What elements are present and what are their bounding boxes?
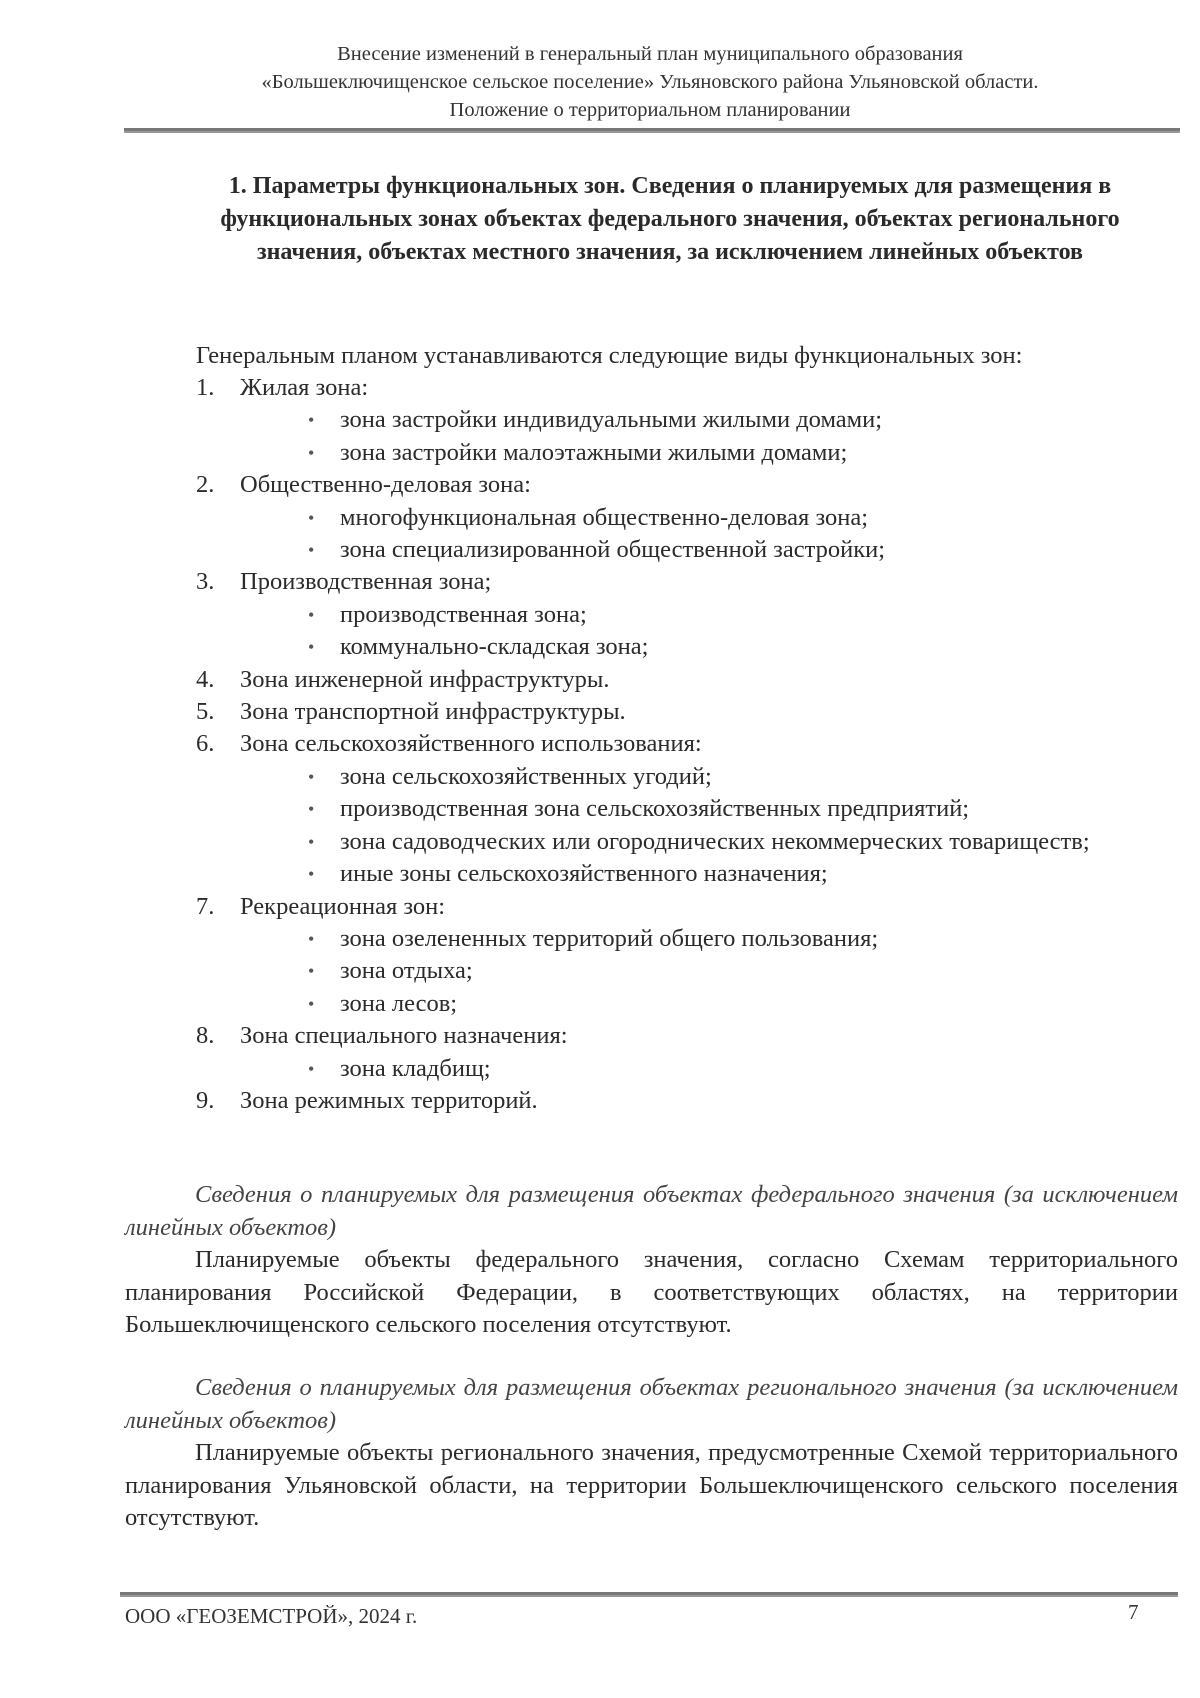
zone-label: Зона режимных территорий. bbox=[240, 1086, 538, 1114]
federal-objects-section bbox=[125, 1179, 1178, 1342]
header-divider bbox=[124, 128, 1180, 133]
zone-heading bbox=[190, 664, 1170, 696]
zone-heading bbox=[190, 469, 1170, 501]
zone-subtype-text: зона специализированной общественной застройки; bbox=[340, 536, 886, 564]
zone-subtypes-list bbox=[190, 1053, 1170, 1085]
zone-subtypes-list bbox=[190, 761, 1170, 891]
zone-subtype-text: зона лесов; bbox=[340, 989, 458, 1017]
federal-objects-text: Планируемые объекты федерального значения, согласно Схемам территориального планирования Российской Федерации, в соответствующих областях, на территории Большеключищенского сельского поселения отсутствуют. bbox=[125, 1246, 1178, 1338]
zone-subtype-item bbox=[190, 923, 1170, 955]
zone-subtypes-list bbox=[190, 502, 1170, 567]
zone-number: 7. bbox=[196, 892, 215, 920]
zone-subtype-item bbox=[190, 1053, 1170, 1085]
zone-subtype-text: производственная зона сельскохозяйственных предприятий; bbox=[340, 795, 970, 823]
zone-subtype-text: коммунально-складская зона; bbox=[340, 633, 649, 661]
zone-item bbox=[190, 891, 1170, 1021]
zone-number: 3. bbox=[196, 568, 215, 596]
zone-item bbox=[190, 1020, 1170, 1085]
zone-item bbox=[190, 469, 1170, 566]
functional-zones-list bbox=[190, 372, 1170, 1117]
zone-subtype-item bbox=[190, 502, 1170, 534]
zone-number: 5. bbox=[196, 698, 215, 726]
zone-label: Зона специального назначения: bbox=[240, 1022, 568, 1050]
bullet-icon: • bbox=[308, 928, 315, 949]
zone-label: Общественно-деловая зона: bbox=[240, 471, 531, 499]
zone-heading bbox=[190, 372, 1170, 404]
zone-subtype-text: зона сельскохозяйственных угодий; bbox=[340, 762, 712, 790]
zone-label: Рекреационная зон: bbox=[240, 892, 446, 920]
zone-subtypes-list bbox=[190, 599, 1170, 664]
zone-number: 8. bbox=[196, 1022, 215, 1050]
bullet-icon: • bbox=[308, 637, 315, 658]
zone-item bbox=[190, 696, 1170, 728]
zone-number: 4. bbox=[196, 665, 215, 693]
bullet-icon: • bbox=[308, 442, 315, 463]
zone-subtype-text: зона садоводческих или огороднических некоммерческих товариществ; bbox=[340, 827, 1090, 855]
zone-subtype-item bbox=[190, 631, 1170, 663]
zone-label: Жилая зона: bbox=[240, 374, 369, 401]
zone-subtype-text: иные зоны сельскохозяйственного назначения; bbox=[340, 860, 828, 888]
zone-item bbox=[190, 728, 1170, 890]
section-title: 1. Параметры функциональных зон. Сведения о планируемых для размещения в функциональных зонах объектах федерального значения, объектах регионального значения, объектах местного значения, за исключением линейных объектов bbox=[220, 173, 1120, 265]
zone-heading bbox=[190, 566, 1170, 598]
page-number: 7 bbox=[1128, 1600, 1139, 1624]
zone-subtype-item bbox=[190, 437, 1170, 469]
zone-label: Зона сельскохозяйственного использования: bbox=[240, 730, 702, 758]
bullet-icon: • bbox=[308, 993, 315, 1014]
regional-objects-text: Планируемые объекты регионального значения, предусмотренные Схемой территориального планирования Ульяновской области, на территории Большеключищенского сельского поселения отсутствуют. bbox=[125, 1439, 1178, 1531]
zone-heading bbox=[190, 891, 1170, 923]
zone-item bbox=[190, 1085, 1170, 1117]
bullet-icon: • bbox=[308, 540, 315, 561]
zone-subtypes-list bbox=[190, 404, 1170, 469]
zone-label: Производственная зона; bbox=[240, 568, 492, 596]
bullet-icon: • bbox=[308, 1058, 315, 1079]
zone-subtype-item bbox=[190, 599, 1170, 631]
zone-number: 2. bbox=[196, 471, 215, 499]
zone-subtype-item bbox=[190, 858, 1170, 890]
bullet-icon: • bbox=[308, 864, 315, 885]
zone-number: 6. bbox=[196, 730, 215, 758]
zone-subtype-item bbox=[190, 404, 1170, 436]
zone-heading bbox=[190, 728, 1170, 760]
intro-paragraph: Генеральным планом устанавливаются следующие виды функциональных зон: bbox=[196, 342, 1023, 369]
header-line-1: Внесение изменений в генеральный план муниципального образования bbox=[337, 43, 963, 65]
bullet-icon: • bbox=[308, 799, 315, 820]
page-header bbox=[120, 40, 1180, 124]
zone-subtype-text: зона застройки малоэтажными жилыми домами; bbox=[340, 438, 848, 466]
zone-subtype-text: производственная зона; bbox=[340, 600, 587, 628]
zone-subtypes-list bbox=[190, 923, 1170, 1020]
zone-number: 9. bbox=[196, 1086, 215, 1114]
zone-heading bbox=[190, 1085, 1170, 1117]
zone-item bbox=[190, 664, 1170, 696]
zone-number: 1. bbox=[196, 374, 215, 401]
zone-subtype-text: зона озелененных территорий общего пользования; bbox=[340, 924, 879, 952]
zone-subtype-item bbox=[190, 988, 1170, 1020]
zone-subtype-item bbox=[190, 761, 1170, 793]
header-line-3: Положение о территориальном планировании bbox=[449, 99, 851, 121]
zone-subtype-text: многофункциональная общественно-деловая зона; bbox=[340, 503, 869, 531]
zone-item bbox=[190, 566, 1170, 663]
regional-objects-heading: Сведения о планируемых для размещения объектах регионального значения (за исключением линейных объектов) bbox=[125, 1374, 1178, 1434]
header-line-2: «Большеключищенское сельское поселение» Ульяновского района Ульяновской области. bbox=[261, 71, 1039, 93]
bullet-icon: • bbox=[308, 831, 315, 852]
zone-subtype-item bbox=[190, 534, 1170, 566]
bullet-icon: • bbox=[308, 604, 315, 625]
zone-subtype-item bbox=[190, 955, 1170, 987]
bullet-icon: • bbox=[308, 507, 315, 528]
zone-heading bbox=[190, 1020, 1170, 1052]
regional-objects-section bbox=[125, 1372, 1178, 1535]
zone-subtype-item bbox=[190, 826, 1170, 858]
bullet-icon: • bbox=[308, 410, 315, 431]
footer-divider bbox=[120, 1592, 1178, 1597]
zone-subtype-text: зона застройки индивидуальными жилыми домами; bbox=[340, 406, 883, 434]
bullet-icon: • bbox=[308, 766, 315, 787]
zone-subtype-item bbox=[190, 793, 1170, 825]
zone-heading bbox=[190, 696, 1170, 728]
bullet-icon: • bbox=[308, 961, 315, 982]
zone-label: Зона транспортной инфраструктуры. bbox=[240, 698, 626, 726]
zone-item bbox=[190, 372, 1170, 469]
zone-subtype-text: зона кладбищ; bbox=[340, 1054, 491, 1082]
federal-objects-heading: Сведения о планируемых для размещения объектах федерального значения (за исключением линейных объектов) bbox=[125, 1181, 1178, 1241]
zone-subtype-text: зона отдыха; bbox=[340, 957, 473, 985]
zone-label: Зона инженерной инфраструктуры. bbox=[240, 665, 610, 693]
footer-company: ООО «ГЕОЗЕМСТРОЙ», 2024 г. bbox=[125, 1604, 418, 1628]
